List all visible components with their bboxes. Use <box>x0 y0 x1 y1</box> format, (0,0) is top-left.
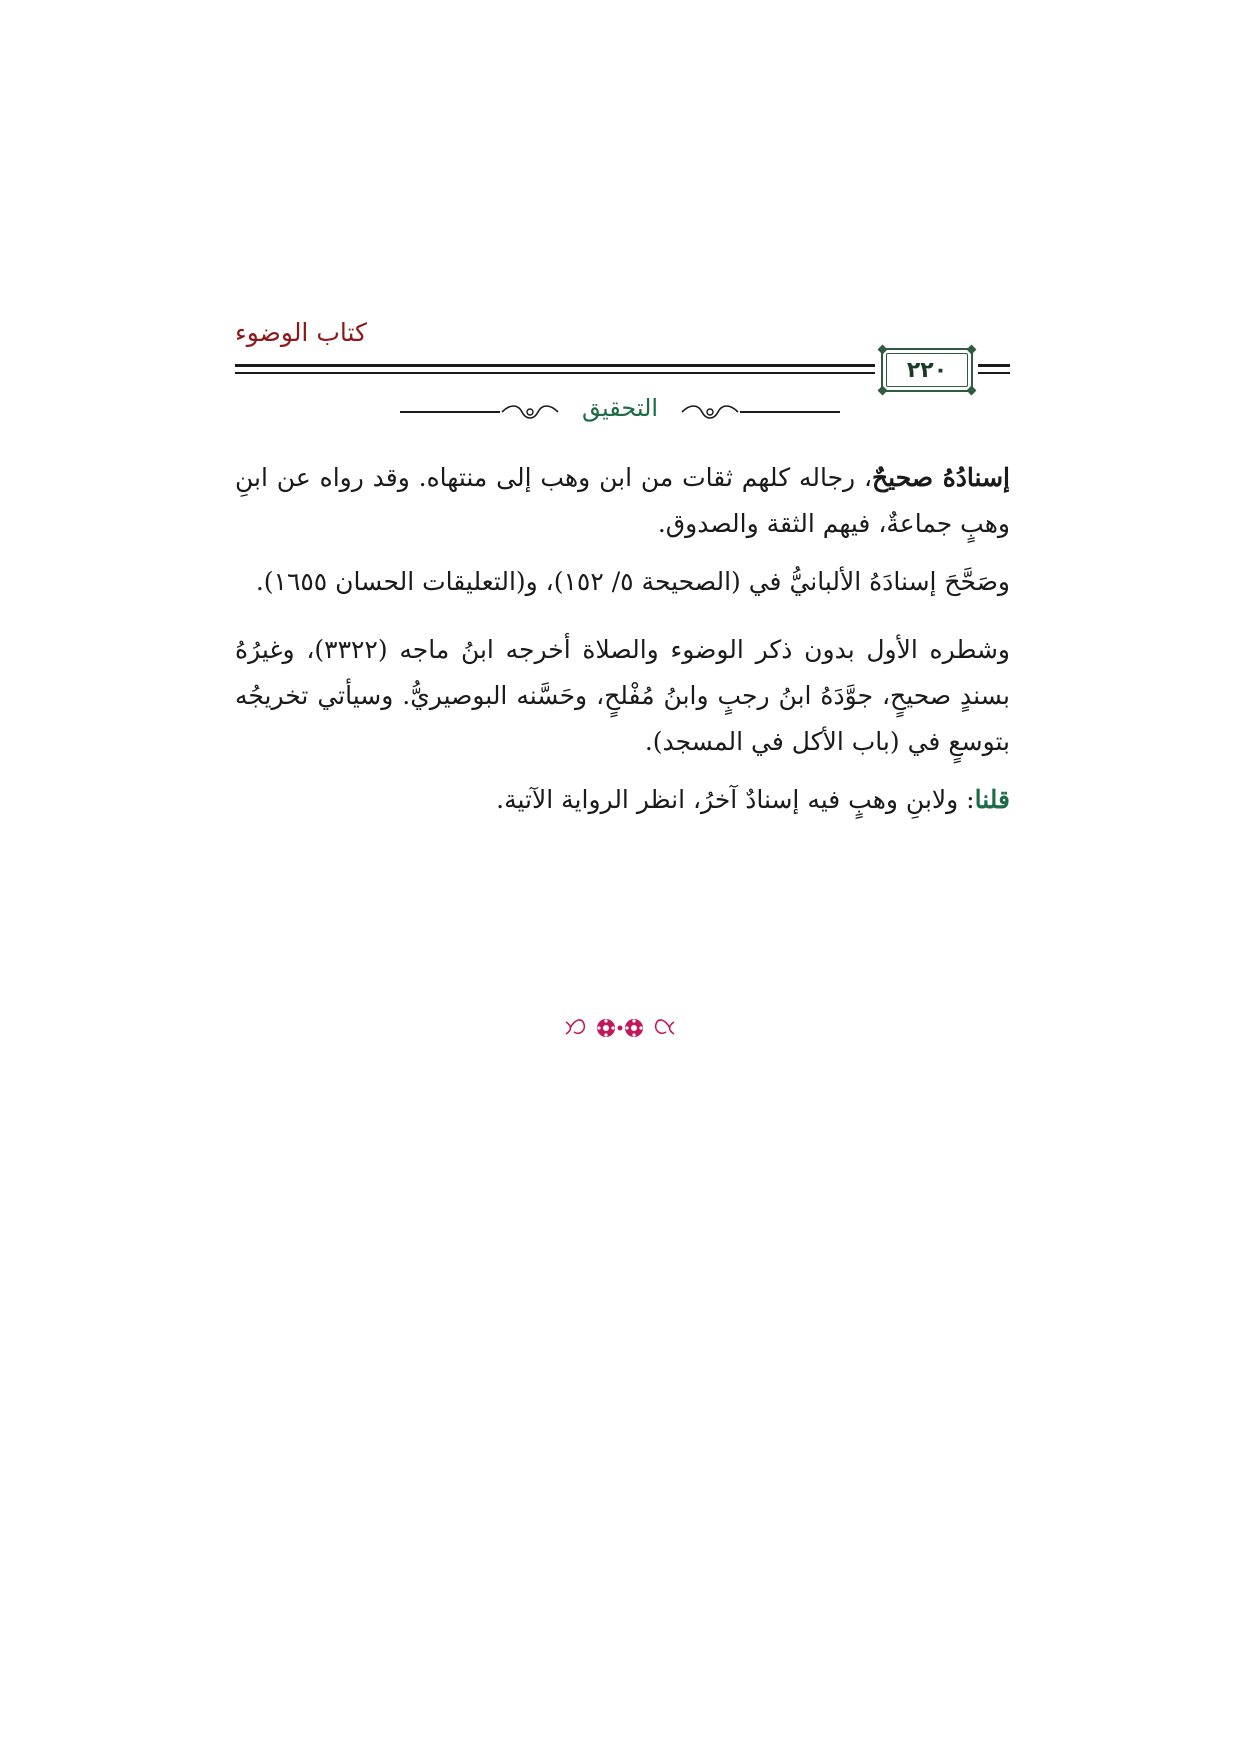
frame-corner-icon <box>878 345 888 355</box>
qulna-label: قلنا <box>974 785 1010 814</box>
frame-corner-icon <box>878 386 888 396</box>
isnad-verdict: إسنادُهُ صحيحٌ <box>872 463 1010 492</box>
header-rule <box>235 372 875 374</box>
section-heading <box>400 392 840 432</box>
page-number: ٢٢٠ <box>906 357 948 383</box>
paragraph-qulna <box>235 777 1010 823</box>
header-rule <box>978 364 1010 367</box>
paragraph-ibn-majah <box>235 627 1010 765</box>
section-title: التحقيق <box>581 394 659 422</box>
floral-divider-icon <box>560 1010 680 1046</box>
header-rule <box>235 364 875 367</box>
frame-corner-icon <box>967 345 977 355</box>
paragraph-text: وشطره الأول بدون ذكر الوضوء والصلاة أخرجه ابنُ ماجه (٣٣٢٢)، وغيرُهُ بسندٍ صحيحٍ، جوَّدَهُ ابنُ رجبٍ وابنُ مُفْلحٍ، وحَسَّنه البوصيريُّ. وسيأتي تخريجُه بتوسعٍ في (باب الأكل في المسجد). <box>235 635 1010 756</box>
page-number-frame <box>881 348 973 392</box>
scroll-flourish-icon <box>680 400 740 424</box>
main-text <box>235 455 1010 823</box>
book-title: كتاب الوضوء <box>235 318 367 347</box>
paragraph-text: وصَحَّحَ إسنادَهُ الألبانيُّ في (الصحيحة ٥/ ١٥٢)، و(التعليقات الحسان ١٦٥٥). <box>255 567 1010 596</box>
frame-corner-icon <box>967 386 977 396</box>
paragraph-albani <box>235 559 1010 605</box>
paragraph-text: ، رجاله كلهم ثقات من ابن وهب إلى منتهاه. وقد رواه عن ابنِ وهبٍ جماعةٌ، فيهم الثقة والصدوق. <box>235 463 1010 538</box>
paragraph-isnad <box>235 455 1010 547</box>
paragraph-text: : ولابنِ وهبٍ فيه إسنادٌ آخرُ، انظر الرواية الآتية. <box>496 785 975 814</box>
page-header <box>235 310 1010 390</box>
header-rule <box>978 372 1010 374</box>
heading-line <box>740 411 840 413</box>
